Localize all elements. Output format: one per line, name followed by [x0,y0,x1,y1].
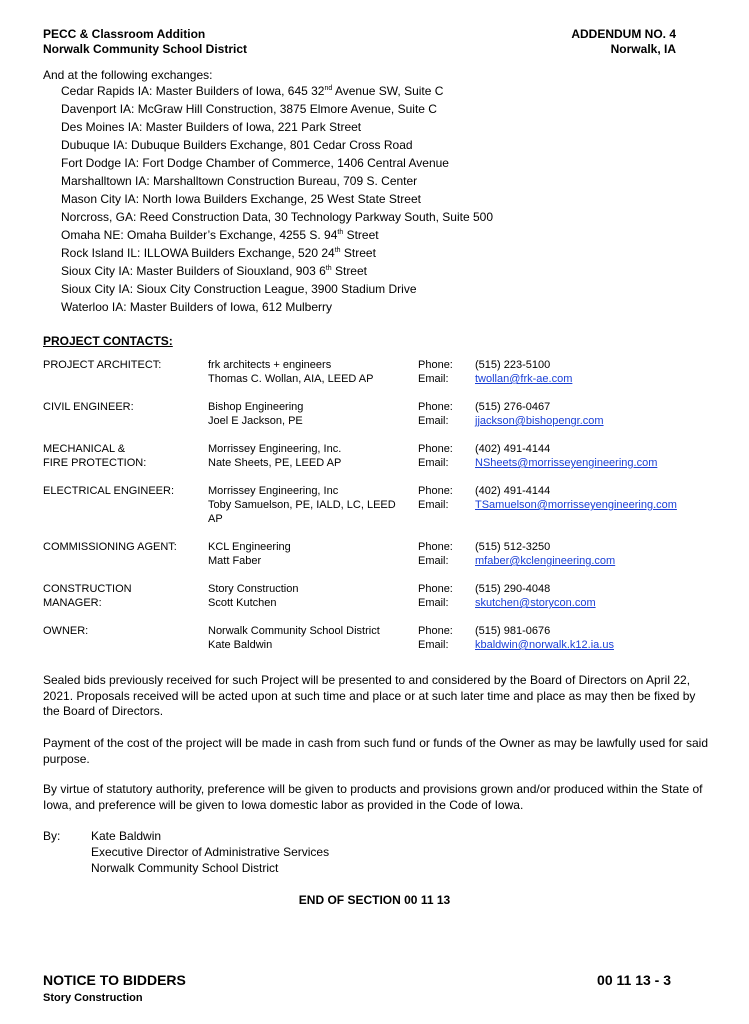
paragraph-preference: By virtue of statutory authority, preference will be given to products and provisions grown and/or produced within the State of Iowa, and preference will be given to Iowa domestic labor as provided in the Code of Iowa. [43,782,703,812]
contact-details [475,400,735,428]
contact-phone: (402) 491-4144 [475,485,551,497]
contact-person: Thomas C. Wollan, AIA, LEED AP [208,373,374,385]
contact-email-link[interactable]: kbaldwin@norwalk.k12.ia.us [475,639,614,651]
contact-organization: Morrissey Engineering, Inc. Nate Sheets, PE, LEED AP [208,442,408,470]
contact-phone: (515) 223-5100 [475,359,551,371]
contact-email-link[interactable]: jjackson@bishopengr.com [475,415,604,427]
contact-email-link[interactable]: TSamuelson@morrisseyengineering.com [475,499,677,511]
contact-person: Joel E Jackson, PE [208,415,303,427]
contact-role: MECHANICAL & FIRE PROTECTION: [43,443,147,469]
contact-organization: KCL Engineering Matt Faber [208,540,408,568]
signature-label: By: [43,829,61,843]
contact-details [475,442,735,470]
contact-row [43,582,723,624]
exchange-item: Rock Island IL: ILLOWA Builders Exchange, 520 24th Street [61,246,376,260]
exchanges-list [61,84,493,318]
contact-email-link[interactable]: NSheets@morrisseyengineering.com [475,457,658,469]
contact-email-link[interactable]: mfaber@kclengineering.com [475,555,616,567]
contact-labels: Phone: Email: [418,541,453,567]
signer-title: Executive Director of Administrative Services [91,845,330,859]
footer-subtitle: Story Construction [43,992,143,1004]
contact-phone: (515) 290-4048 [475,583,551,595]
contact-details [475,484,735,512]
contact-labels: Phone: Email: [418,359,453,385]
addendum-number: ADDENDUM NO. 4 [571,27,676,41]
contacts-table [43,358,723,654]
contact-person: Toby Samuelson, PE, IALD, LC, LEED AP [208,499,396,525]
contact-phone: (402) 491-4144 [475,443,551,455]
exchange-item: Des Moines IA: Master Builders of Iowa, 221 Park Street [61,120,362,134]
contact-organization: Morrissey Engineering, Inc Toby Samuelson, PE, IALD, LC, LEED AP [208,484,408,526]
exchange-item: Sioux City IA: Sioux City Construction League, 3900 Stadium Drive [61,282,417,296]
contact-role: OWNER: [43,625,89,637]
contact-email-link[interactable]: twollan@frk-ae.com [475,373,573,385]
contact-details [475,540,735,568]
contact-row [43,540,723,582]
contact-labels: Phone: Email: [418,443,453,469]
contact-role: CONSTRUCTION MANAGER: [43,583,132,609]
header-location: Norwalk, IA [610,42,676,56]
contact-row [43,358,723,400]
contact-row [43,484,723,540]
exchange-item: Omaha NE: Omaha Builder’s Exchange, 4255 S. 94th Street [61,228,379,242]
exchange-item: Waterloo IA: Master Builders of Iowa, 612 Mulberry [61,300,332,314]
contact-person: Scott Kutchen [208,597,277,609]
footer-title: NOTICE TO BIDDERS [43,972,186,988]
contact-person: Matt Faber [208,555,262,567]
contact-role: CIVIL ENGINEER: [43,401,134,413]
exchange-item: Dubuque IA: Dubuque Builders Exchange, 801 Cedar Cross Road [61,138,413,152]
contact-labels: Phone: Email: [418,485,453,511]
header-right [571,27,676,57]
end-of-section: END OF SECTION 00 11 13 [298,893,451,907]
contact-role: ELECTRICAL ENGINEER: [43,485,175,497]
contact-phone: (515) 276-0467 [475,401,551,413]
contact-organization: Story Construction Scott Kutchen [208,582,408,610]
contact-details [475,624,735,652]
paragraph-payment: Payment of the cost of the project will be made in cash from such fund or funds of the Owner as may be lawfully used for said purpose. [43,736,708,766]
contact-row [43,624,723,654]
exchange-item: Cedar Rapids IA: Master Builders of Iowa, 645 32nd Avenue SW, Suite C [61,84,444,98]
header-left [43,27,247,57]
paragraph-bids: Sealed bids previously received for such Project will be presented to and considered by the Board of Directors on April 22, 2021. Proposals received will be acted upon at such time and place or at such later time and place as may then be fixed by the Board of Directors. [43,673,696,718]
exchange-item: Norcross, GA: Reed Construction Data, 30 Technology Parkway South, Suite 500 [61,210,494,224]
exchange-item: Marshalltown IA: Marshalltown Construction Bureau, 709 S. Center [61,174,418,188]
contacts-heading: PROJECT CONTACTS: [43,334,173,348]
exchange-item: Mason City IA: North Iowa Builders Exchange, 25 West State Street [61,192,421,206]
signer-name: Kate Baldwin [91,829,162,843]
project-title: PECC & Classroom Addition [43,27,206,41]
exchange-item: Davenport IA: McGraw Hill Construction, 3875 Elmore Avenue, Suite C [61,102,437,116]
footer-page-number: 00 11 13 - 3 [597,972,671,988]
contact-row [43,400,723,442]
contact-role: COMMISSIONING AGENT: [43,541,177,553]
contact-organization: frk architects + engineers Thomas C. Wollan, AIA, LEED AP [208,358,408,386]
contact-organization: Bishop Engineering Joel E Jackson, PE [208,400,408,428]
contact-labels: Phone: Email: [418,625,453,651]
contact-phone: (515) 512-3250 [475,541,551,553]
exchange-item: Sioux City IA: Master Builders of Siouxland, 903 6th Street [61,264,367,278]
exchange-item: Fort Dodge IA: Fort Dodge Chamber of Commerce, 1406 Central Avenue [61,156,449,170]
contact-role: PROJECT ARCHITECT: [43,359,162,371]
signer-org: Norwalk Community School District [91,861,279,875]
contact-labels: Phone: Email: [418,401,453,427]
contact-email-link[interactable]: skutchen@storycon.com [475,597,596,609]
contact-details [475,582,735,610]
contact-person: Nate Sheets, PE, LEED AP [208,457,342,469]
district-name: Norwalk Community School District [43,42,248,56]
exchanges-intro: And at the following exchanges: [43,68,213,82]
contact-organization: Norwalk Community School District Kate Baldwin [208,624,408,652]
contact-row [43,442,723,484]
contact-person: Kate Baldwin [208,639,273,651]
contact-labels: Phone: Email: [418,583,453,609]
contact-details [475,358,735,386]
contact-phone: (515) 981-0676 [475,625,551,637]
